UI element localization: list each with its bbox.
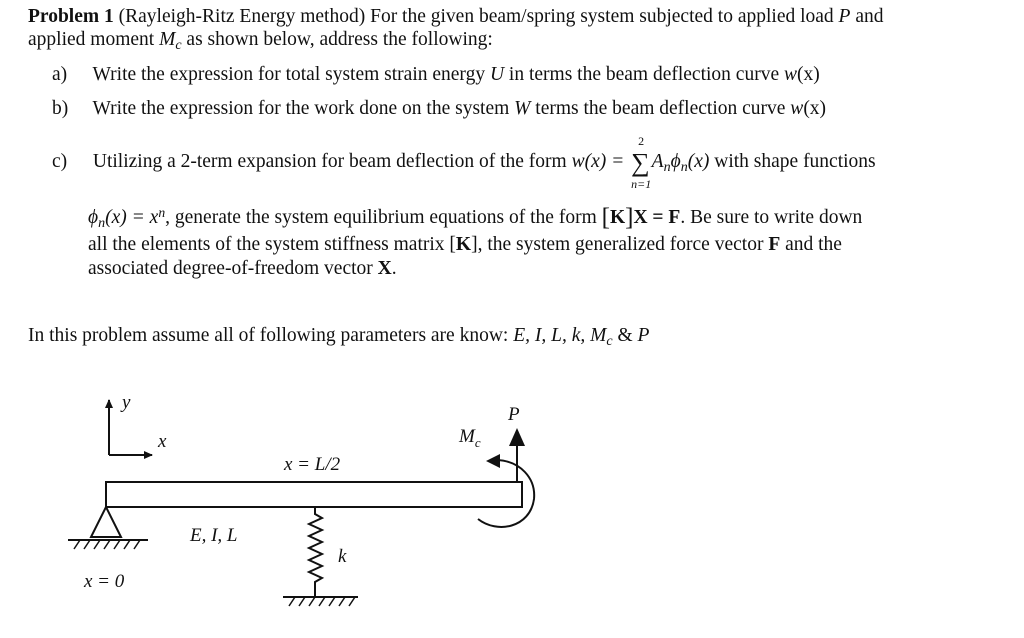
part-c-line3a: associated degree-of-freedom vector: [88, 258, 373, 279]
part-a-w: w: [783, 64, 797, 85]
sum-symbol: ∑ 2 n=1: [631, 134, 652, 191]
part-b-w: w: [790, 98, 804, 119]
problem-and: and: [855, 6, 884, 27]
part-a-U: U: [489, 64, 505, 85]
part-c-text-2: with shape functions: [714, 151, 876, 172]
part-c-text-3: , generate the system equilibrium equations of the form: [165, 207, 597, 228]
assumption-and: &: [612, 325, 638, 346]
expansion-term: $A_n\phi_n(x)$: [651, 151, 710, 175]
moment-label: $M_c$: [459, 426, 481, 450]
part-a-text-1: Write the expression for total system strain energy: [92, 64, 486, 85]
pin-support: [68, 507, 148, 549]
part-c-line2a: all the elements of the system stiffness matrix [: [88, 234, 456, 255]
problem-intro-b: applied moment: [28, 29, 155, 50]
part-c-line3b: .: [391, 258, 397, 279]
problem-intro-a: For the given beam/spring system subjected to applied load: [370, 6, 834, 27]
part-c-text-4: . Be sure to write down: [680, 207, 863, 228]
equilibrium-form: [K]X = F: [601, 204, 681, 231]
coordinate-axes: [109, 392, 167, 455]
problem-method: (Rayleigh-Ritz Energy method): [118, 6, 366, 27]
part-c-label: c): [52, 151, 68, 172]
assumption-P: P: [637, 325, 650, 346]
part-c-line2b: ], the system generalized force vector: [471, 234, 764, 255]
y-axis-label: y: [122, 392, 131, 413]
part-b-text-2: terms the beam deflection curve: [535, 98, 786, 119]
force-F: F: [768, 234, 781, 255]
beam-properties-label: E, I, L: [190, 525, 238, 546]
load-label: P: [508, 404, 520, 425]
beam: [106, 482, 522, 507]
load-arrow-P: [509, 428, 525, 482]
part-b-label: b): [52, 98, 69, 119]
expansion-lhs: w(x) =: [571, 151, 625, 172]
assumption-params: E, I, L, k, $M_c$: [513, 325, 613, 349]
problem-label: Problem 1: [28, 6, 114, 27]
load-symbol: P: [838, 6, 851, 27]
moment-symbol: $M_c$: [159, 29, 182, 53]
origin-label: x = 0: [84, 571, 125, 592]
part-b-W: W: [514, 98, 531, 119]
problem-intro-c: as shown below, address the following:: [186, 29, 493, 50]
part-a-text-2: in terms the beam deflection curve: [508, 64, 780, 85]
spring-stiffness-label: k: [338, 546, 347, 567]
part-c-text-1: Utilizing a 2-term expansion for beam deflection of the form: [92, 151, 567, 172]
x-axis-label: x: [158, 431, 167, 452]
part-c-line2c: and the: [785, 234, 842, 255]
dof-X: X: [377, 258, 392, 279]
sum-lower: n=1: [631, 177, 652, 191]
part-b-x: (x): [803, 98, 827, 119]
assumption-text: In this problem assume all of following parameters are know:: [28, 325, 509, 346]
part-a-x: (x): [797, 64, 820, 85]
sum-upper: 2: [638, 134, 645, 148]
shape-function: $\phi_n(x) = x^n$: [88, 204, 166, 231]
part-a-label: a): [52, 64, 68, 85]
midspan-label: x = L/2: [284, 454, 341, 475]
stiffness-K: K: [455, 234, 472, 255]
part-b-text-1: Write the expression for the work done on the system: [92, 98, 510, 119]
spring: [283, 507, 358, 606]
